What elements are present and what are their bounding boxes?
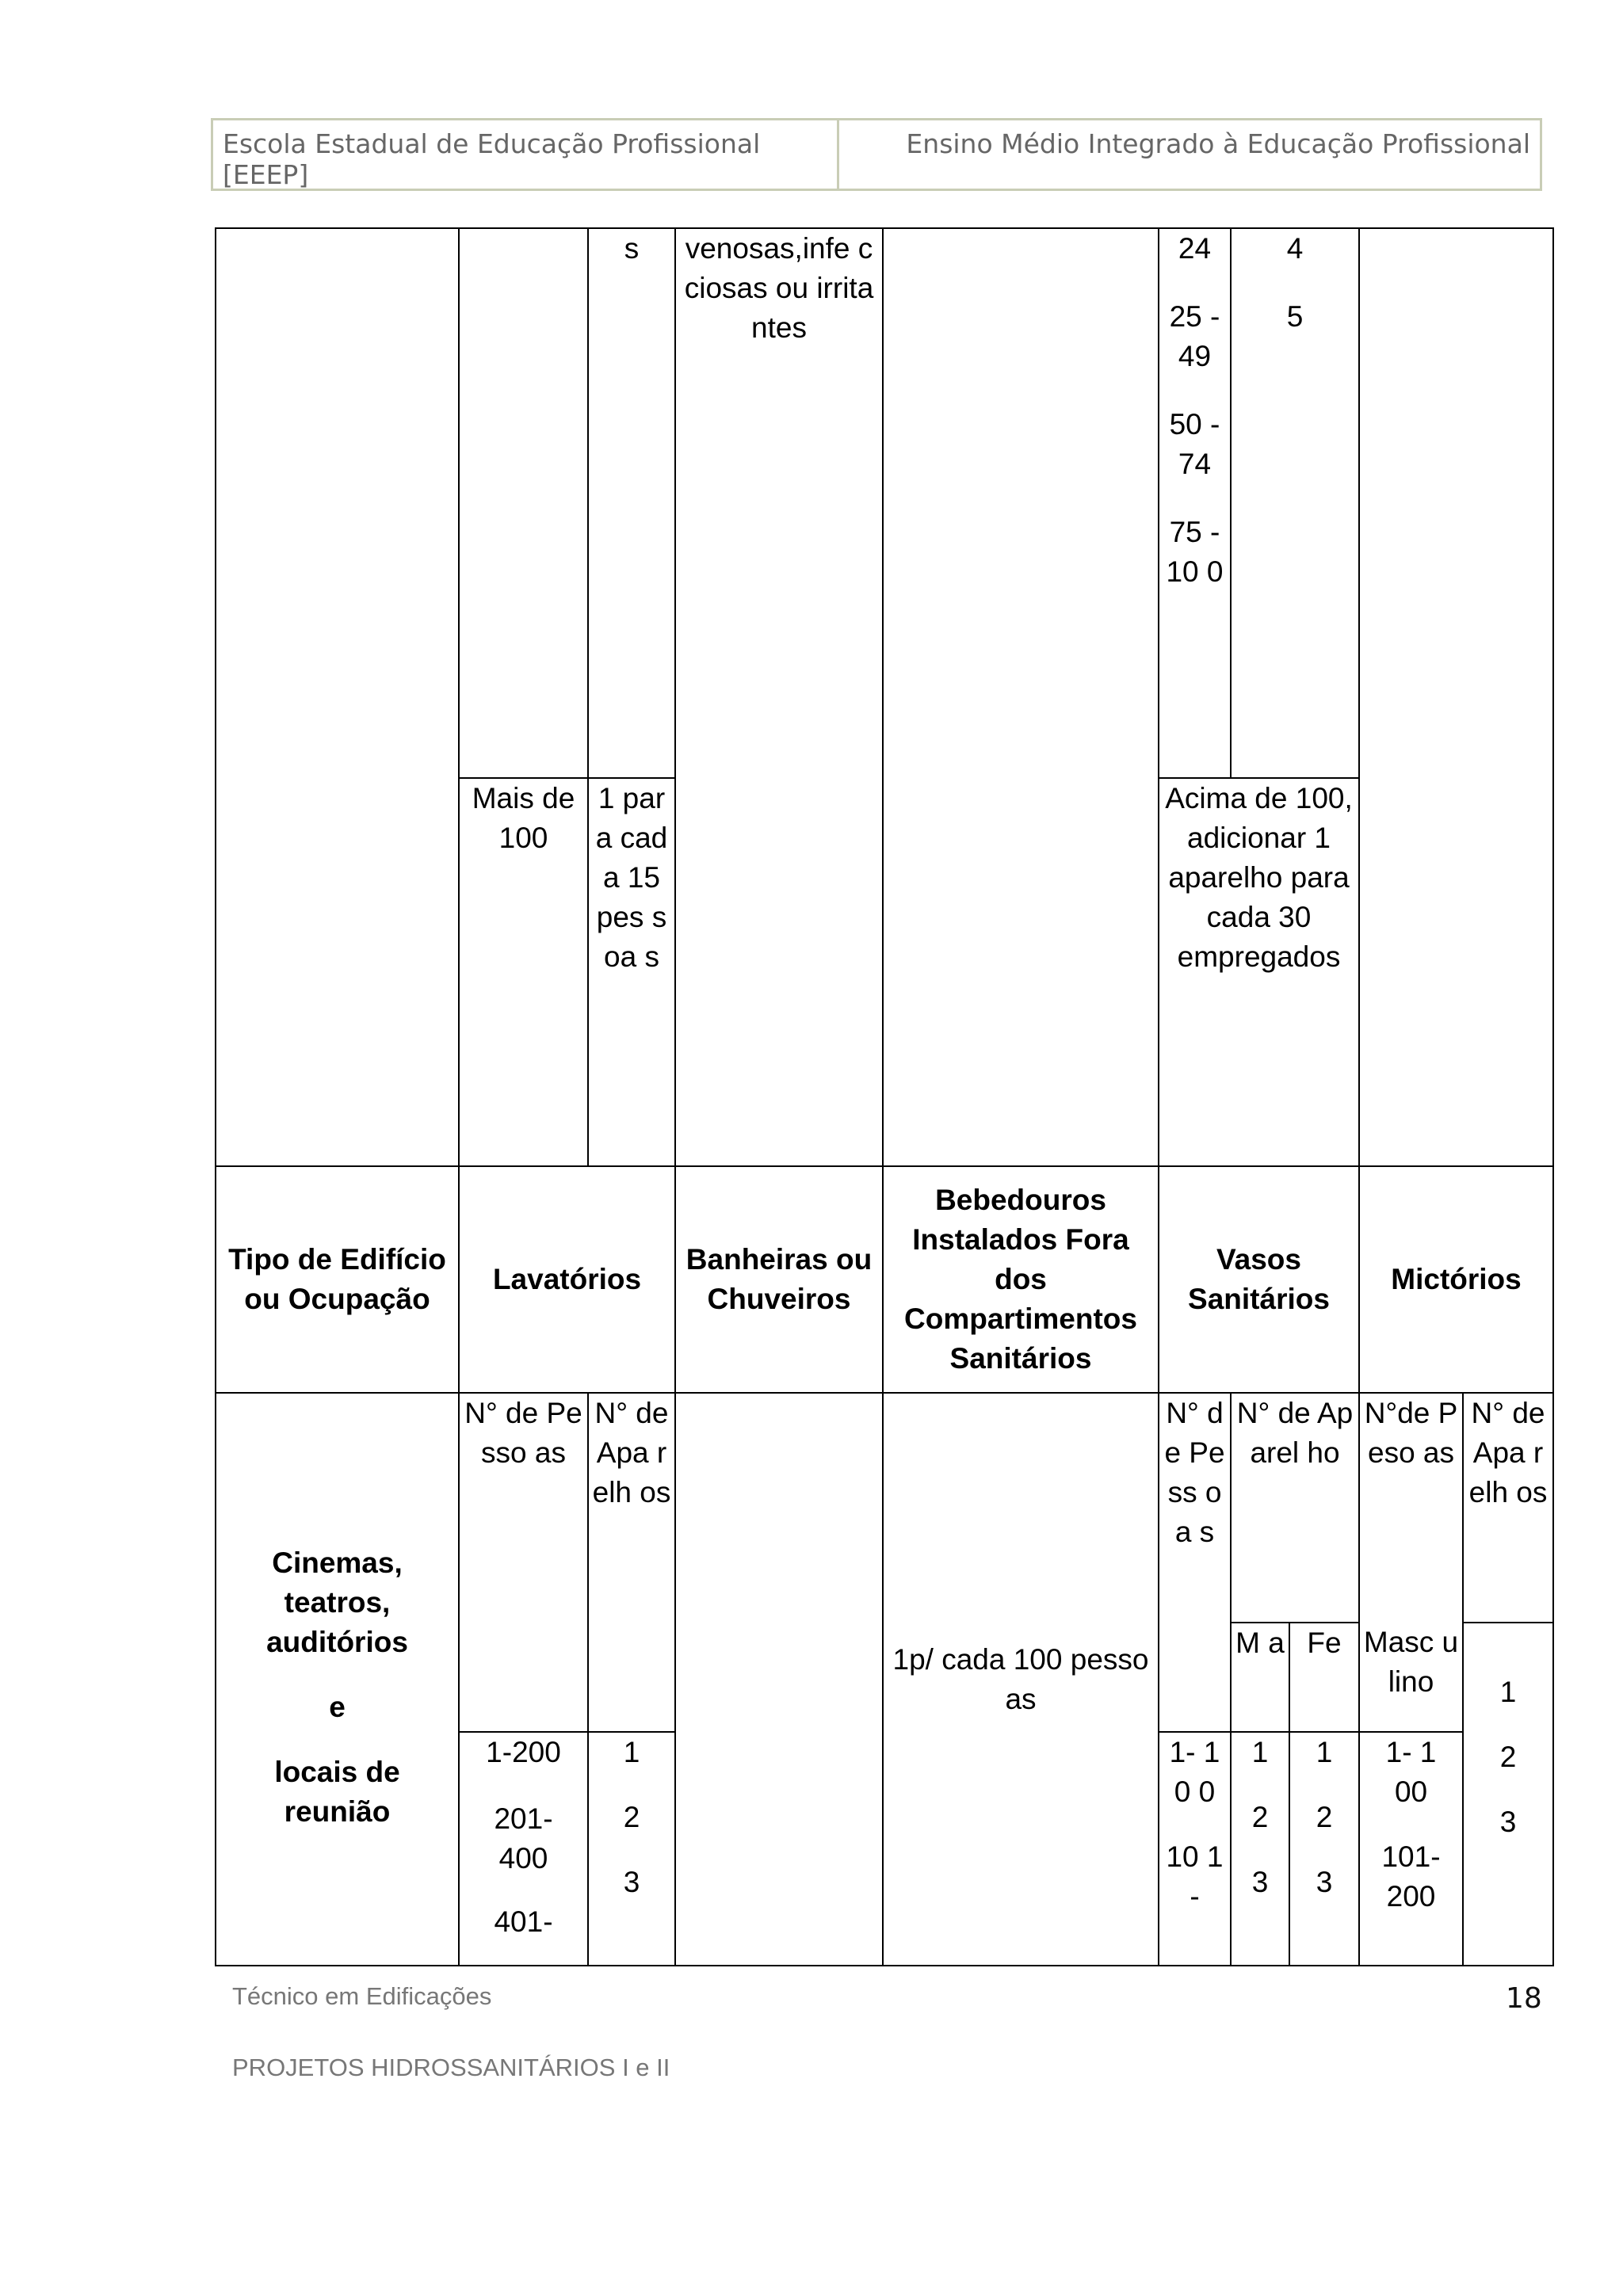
tipo-cell-empty (216, 228, 459, 1166)
table-row (216, 1393, 1553, 1623)
course-type: Ensino Médio Integrado à Educação Profissional (906, 128, 1530, 159)
mic-aparelhos-label: N° de Apa relh os (1463, 1393, 1553, 1623)
vasos-pessoas-list: 24 25 - 49 50 - 74 75 - 10 0 (1159, 228, 1231, 778)
vasos-aparelhos-label: N° de Aparel ho (1231, 1393, 1359, 1623)
bebedouros-cell-empty (883, 228, 1159, 1166)
sanitary-fixtures-table (215, 227, 1554, 1966)
mic-pessoas-label: N°de Peso as (1359, 1393, 1463, 1623)
header-vasos: Vasos Sanitários (1159, 1166, 1359, 1393)
mic-pessoas-list: 1- 100 101- 200 (1359, 1732, 1463, 1966)
vasos-f-list: 1 2 3 (1289, 1732, 1359, 1966)
table-header-row (216, 1166, 1553, 1393)
banheiras-cell: venosas,infe cciosas ou irritantes (675, 228, 883, 1166)
school-name: Escola Estadual de Educação Profissional [EEEP] (213, 120, 839, 189)
header-lavatorios: Lavatórios (459, 1166, 675, 1393)
page-header (211, 118, 1542, 191)
lav-aparelhos-tail: s (588, 228, 675, 778)
vasos-m-list: 1 2 3 (1231, 1732, 1289, 1966)
header-mictorios: Mictórios (1359, 1166, 1553, 1393)
footer-subject: PROJETOS HIDROSSANITÁRIOS I e II (232, 2054, 670, 2081)
lav-pessoas-list: 1-200 201- 400 401- (459, 1732, 588, 1966)
lav-pessoas-cell-empty (459, 228, 588, 778)
vasos-aparelhos-list: 4 5 (1231, 228, 1359, 778)
lav-aparelhos-label: N° de Apa relh os (588, 1393, 675, 1732)
bebedouros-cinemas: 1p/ cada 100 pessoas (883, 1393, 1159, 1966)
mic-masc-label: Masc ulino (1359, 1623, 1463, 1732)
mais-de-100-label: Mais de 100 (459, 778, 588, 1166)
page-number: 18 (1506, 1982, 1542, 2015)
mictorios-cell-empty (1359, 228, 1553, 1166)
mais-de-100-value: 1 par a cad a 15 pes soa s (588, 778, 675, 1166)
header-tipo: Tipo de Edifício ou Ocupação (216, 1166, 459, 1393)
lav-aparelhos-list: 1 2 3 (588, 1732, 675, 1966)
acima-de-100-note: Acima de 100, adicionar 1 aparelho para cada 30 empregados (1159, 778, 1359, 1166)
banheiras-cell-empty (675, 1393, 883, 1966)
table-row (216, 228, 1553, 778)
vasos-f-label: Fe (1289, 1623, 1359, 1732)
vasos-m-label: M a (1231, 1623, 1289, 1732)
footer-course: Técnico em Edificações (232, 1982, 492, 2010)
vasos-pessoas-label: N° de Pe ss oa s (1159, 1393, 1231, 1732)
header-bebedouros: Bebedouros Instalados Fora dos Compartimentos Sanitários (883, 1166, 1159, 1393)
vasos-pessoas-list: 1- 10 0 10 1- (1159, 1732, 1231, 1966)
mic-aparelhos-list: 1 2 3 (1463, 1623, 1553, 1966)
tipo-cinemas: Cinemas, teatros, auditórios e locais de reunião (216, 1393, 459, 1966)
lav-pessoas-label: N° de Pesso as (459, 1393, 588, 1732)
header-banheiras: Banheiras ou Chuveiros (675, 1166, 883, 1393)
